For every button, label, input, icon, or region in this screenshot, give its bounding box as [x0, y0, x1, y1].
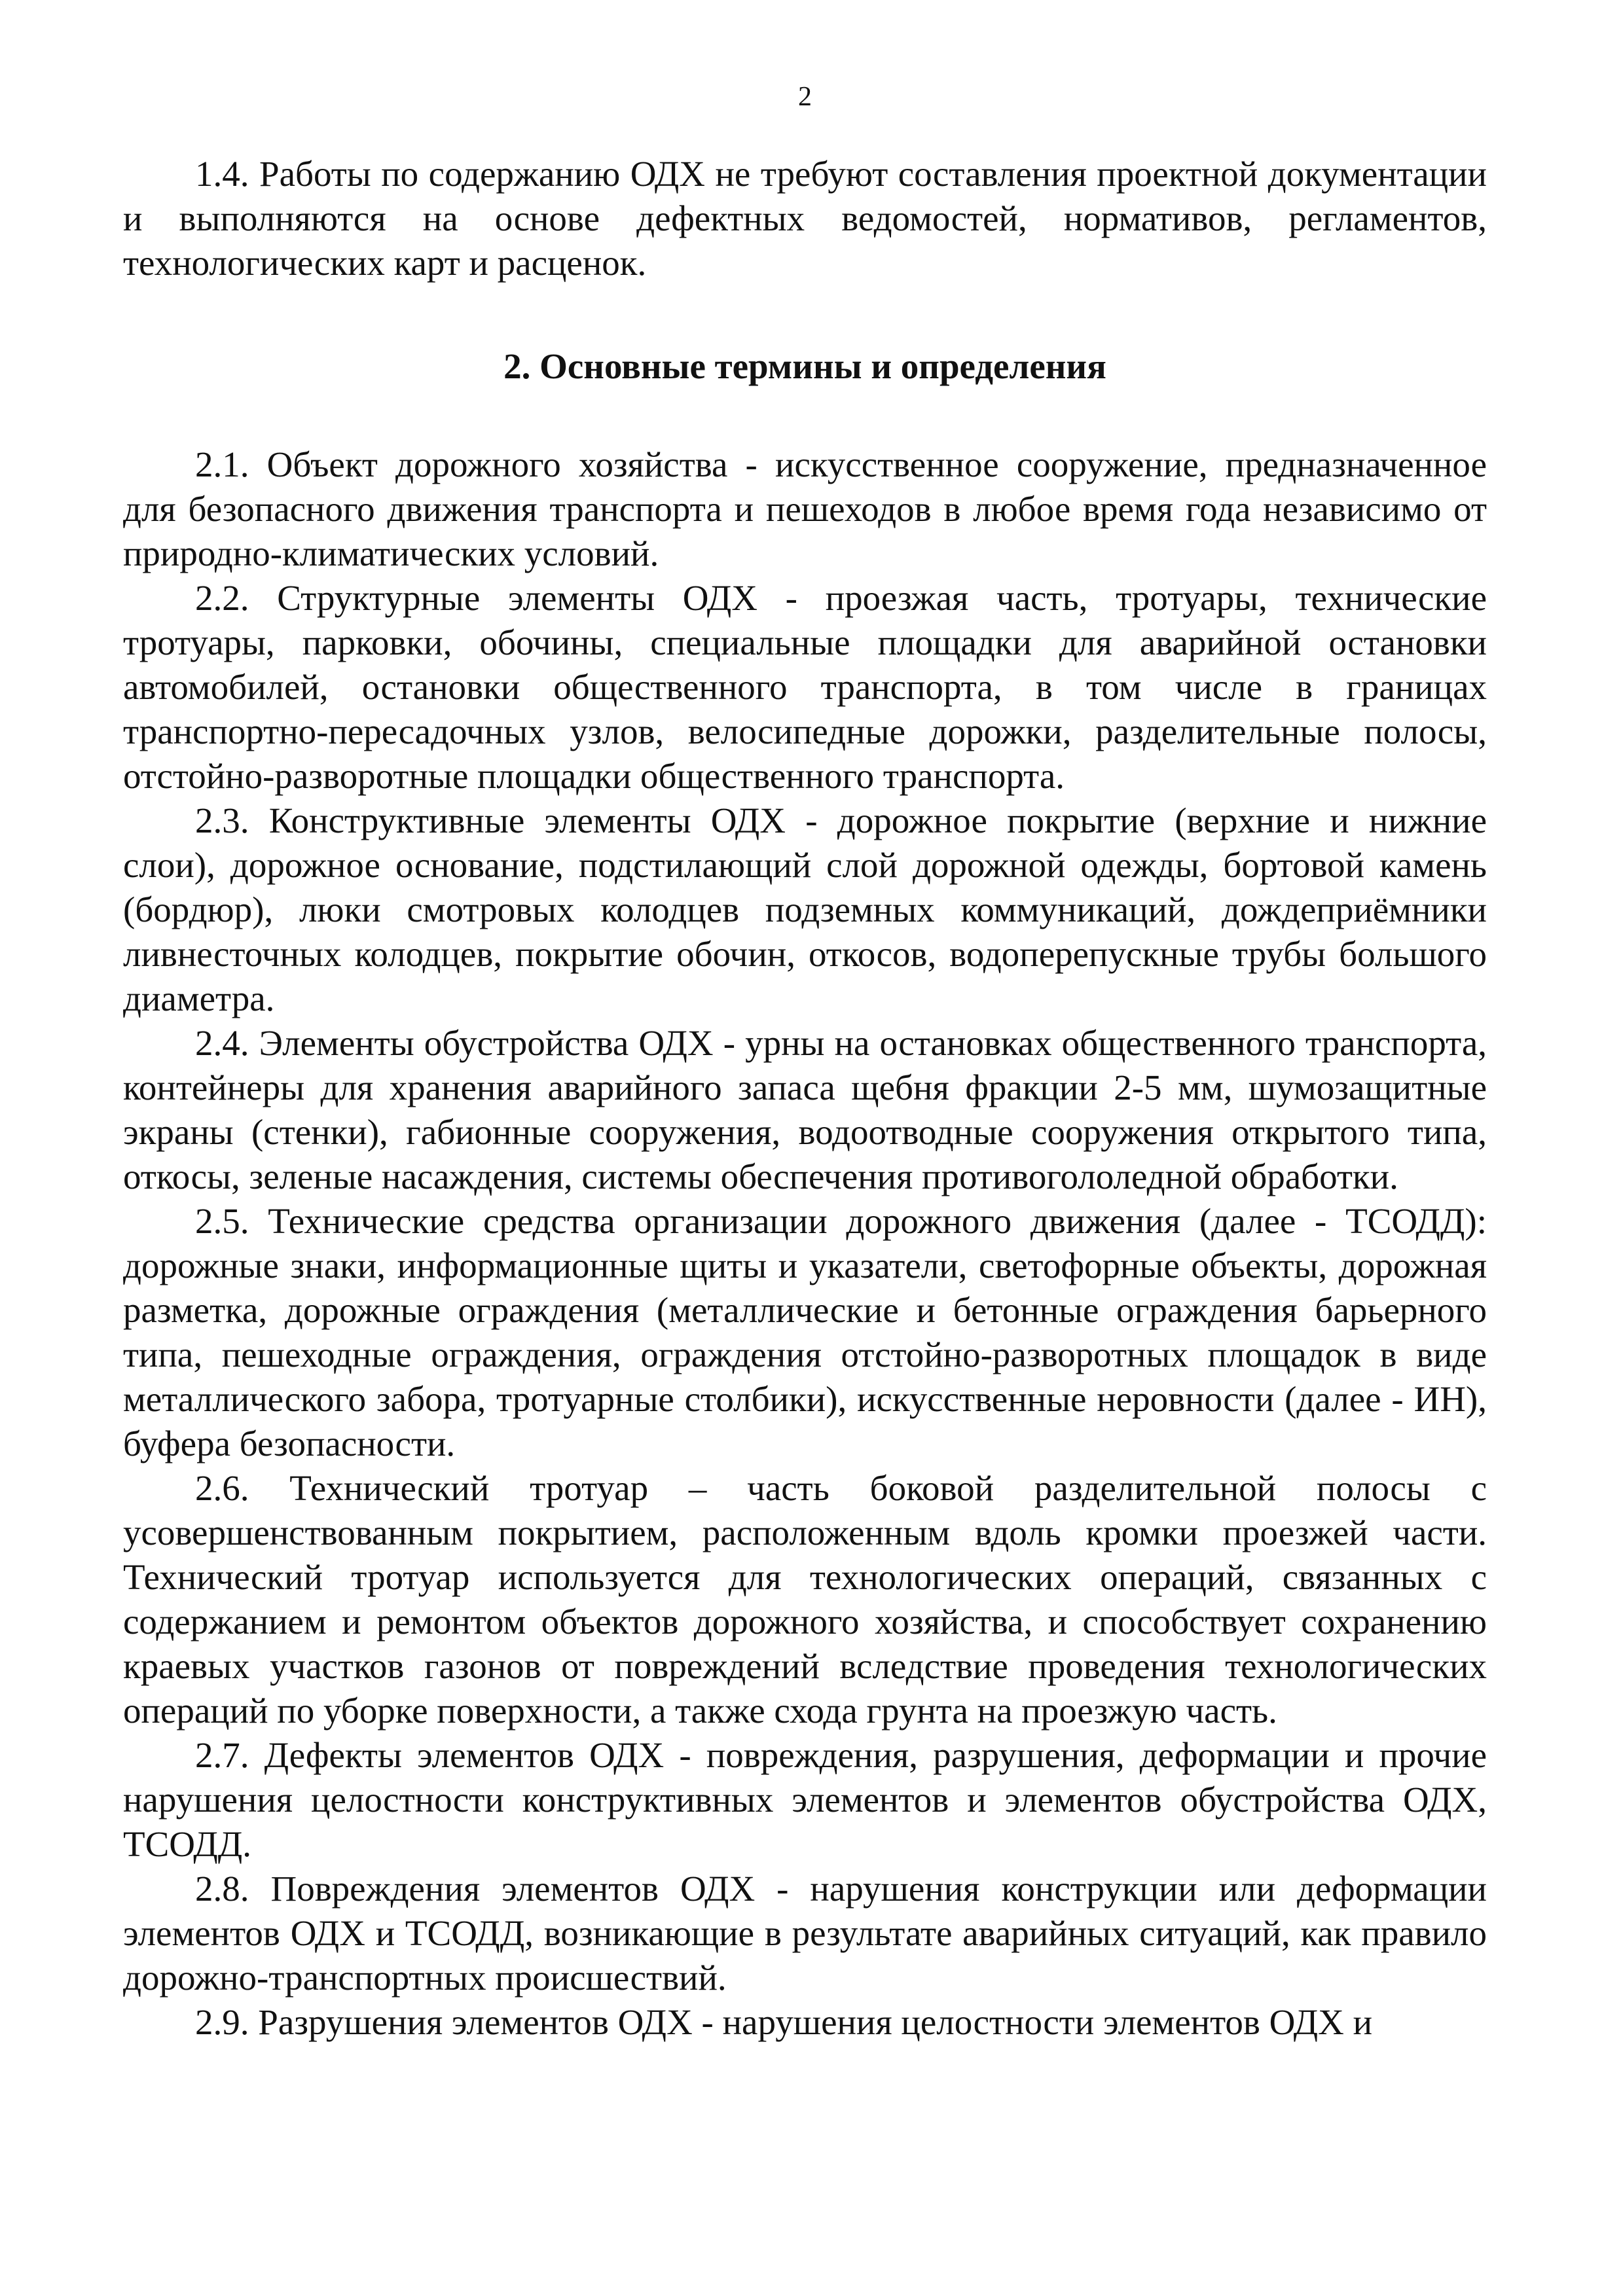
definition-2-8: 2.8. Повреждения элементов ОДХ - нарушения конструкции или деформации элементов ОДХ и ТСОДД, возникающие в результате аварийных ситуаций, как правило дорожно-транспортных происшествий.: [123, 1869, 1487, 1998]
definition-2-9: 2.9. Разрушения элементов ОДХ - нарушения целостности элементов ОДХ и: [195, 2002, 1373, 2042]
definition-2-7: 2.7. Дефекты элементов ОДХ - повреждения, разрушения, деформации и прочие нарушения целостности конструктивных элементов и элементов обустройства ОДХ, ТСОДД.: [123, 1735, 1487, 1864]
page-number: 2: [798, 82, 812, 112]
section-heading: 2. Основные термины и определения: [503, 346, 1106, 386]
definition-2-1: 2.1. Объект дорожного хозяйства - искусственное сооружение, предназначенное для безопасного движения транспорта и пешеходов в любое время года независимо от природно-климатических условий.: [123, 444, 1487, 573]
definition-2-2: 2.2. Структурные элементы ОДХ - проезжая часть, тротуары, технические тротуары, парковки, обочины, специальные площадки для аварийной остановки автомобилей, остановки общественного транспорта, в том числе в границах транспортно-пересадочных узлов, велосипедные дорожки, разделительные полосы, отстойно-разворотные площадки общественного транспорта.: [123, 578, 1487, 796]
definition-2-6: 2.6. Технический тротуар – часть боковой разделительной полосы с усовершенствованным покрытием, расположенным вдоль кромки проезжей части. Технический тротуар используется для технологических операций, связанных с содержанием и ремонтом объектов дорожного хозяйства, и способствует сохранению краевых участков газонов от повреждений вследствие проведения технологических операций по уборке поверхности, а также схода грунта на проезжую часть.: [123, 1468, 1487, 1731]
document-page: [123, 79, 1487, 2045]
definition-2-3: 2.3. Конструктивные элементы ОДХ - дорожное покрытие (верхние и нижние слои), дорожное основание, подстилающий слой дорожной одежды, бортовой камень (бордюр), люки смотровых колодцев подземных коммуникаций, дождеприёмники ливнесточных колодцев, покрытие обочин, откосов, водоперепускные трубы большого диаметра.: [123, 800, 1487, 1018]
definition-2-4: 2.4. Элементы обустройства ОДХ - урны на остановках общественного транспорта, контейнеры для хранения аварийного запаса щебня фракции 2-5 мм, шумозащитные экраны (стенки), габионные сооружения, водоотводные сооружения открытого типа, откосы, зеленые насаждения, системы обеспечения противогололедной обработки.: [123, 1023, 1487, 1196]
paragraph-1-4: 1.4. Работы по содержанию ОДХ не требуют составления проектной документации и выполняются на основе дефектных ведомостей, нормативов, регламентов, технологических карт и расценок.: [123, 154, 1487, 283]
definition-2-5: 2.5. Технические средства организации дорожного движения (далее - ТСОДД): дорожные знаки, информационные щиты и указатели, светофорные объекты, дорожная разметка, дорожные ограждения (металлические и бетонные ограждения барьерного типа, пешеходные ограждения, ограждения отстойно-разворотных площадок в виде металлического забора, тротуарные столбики), искусственные неровности (далее - ИН), буфера безопасности.: [123, 1201, 1487, 1463]
